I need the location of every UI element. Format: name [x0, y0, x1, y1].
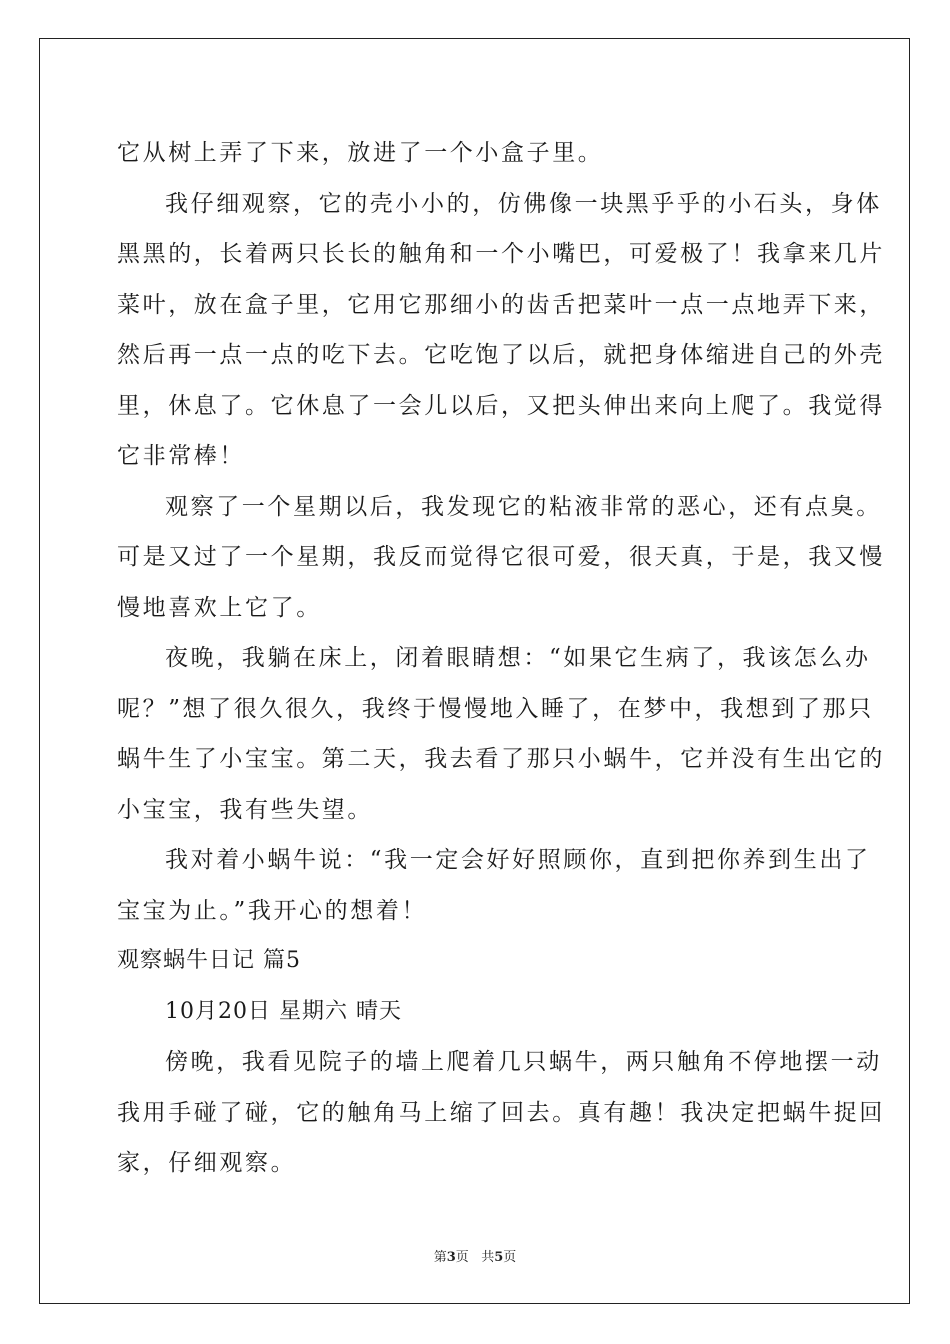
document-body	[117, 128, 885, 1189]
paragraph-start: 傍晚，我看见院子的墙上爬着几只蜗牛，两只触角不停地摆一动	[165, 1049, 882, 1075]
text-line: 它非常棒！	[117, 443, 245, 469]
text-line: 小宝宝，我有些失望。	[117, 796, 373, 823]
text-line: 黑黑的，长着两只长长的触角和一个小嘴巴，可爱极了！我拿来几片	[117, 241, 885, 267]
text-line: 家，仔细观察。	[117, 1150, 297, 1176]
text-line: 里，休息了。它休息了一会儿以后，又把头伸出来向上爬了。我觉得	[117, 392, 885, 419]
footer-total-suffix: 页	[503, 1250, 517, 1265]
text-line: 宝宝为止。”我开心的想着！	[117, 897, 428, 924]
text-line: 菜叶，放在盒子里，它用它那细小的齿舌把菜叶一点一点地弄下来，	[117, 291, 885, 318]
total-page-number: 5	[494, 1250, 504, 1265]
text-line: 蜗牛生了小宝宝。第二天，我去看了那只小蜗牛，它并没有生出它的	[117, 746, 885, 772]
text-line: 我用手碰了碰，它的触角马上缩了回去。真有趣！我决定把蜗牛捉回	[117, 1099, 885, 1126]
paragraph-start: 我仔细观察，它的壳小小的，仿佛像一块黑乎乎的小石头，身体	[165, 190, 882, 217]
text-line: 呢？”想了很久很久，我终于慢慢地入睡了，在梦中，我想到了那只	[117, 695, 874, 722]
date-line: 10月20日 星期六 晴天	[165, 998, 402, 1024]
section-heading: 观察蜗牛日记 篇5	[117, 948, 301, 973]
footer-prefix: 第	[433, 1250, 447, 1265]
text-line: 它从树上弄了下来，放进了一个小盒子里。	[117, 140, 604, 166]
footer-page-suffix: 页	[455, 1250, 469, 1265]
paragraph-start: 我对着小蜗牛说：“我一定会好好照顾你，直到把你养到生出了	[165, 847, 871, 873]
text-line: 可是又过了一个星期，我反而觉得它很可爱，很天真，于是，我又慢	[117, 544, 885, 570]
paragraph-start: 观察了一个星期以后，我发现它的粘液非常的恶心，还有点臭。	[165, 493, 882, 520]
text-line: 然后再一点一点的吃下去。它吃饱了以后，就把身体缩进自己的外壳	[117, 342, 885, 368]
current-page-number: 3	[446, 1250, 456, 1265]
footer-total-prefix: 共	[481, 1250, 495, 1265]
paragraph-start: 夜晚，我躺在床上，闭着眼睛想：“如果它生病了，我该怎么办	[165, 645, 871, 671]
page-footer	[0, 1246, 950, 1265]
text-line: 慢地喜欢上它了。	[117, 594, 322, 621]
